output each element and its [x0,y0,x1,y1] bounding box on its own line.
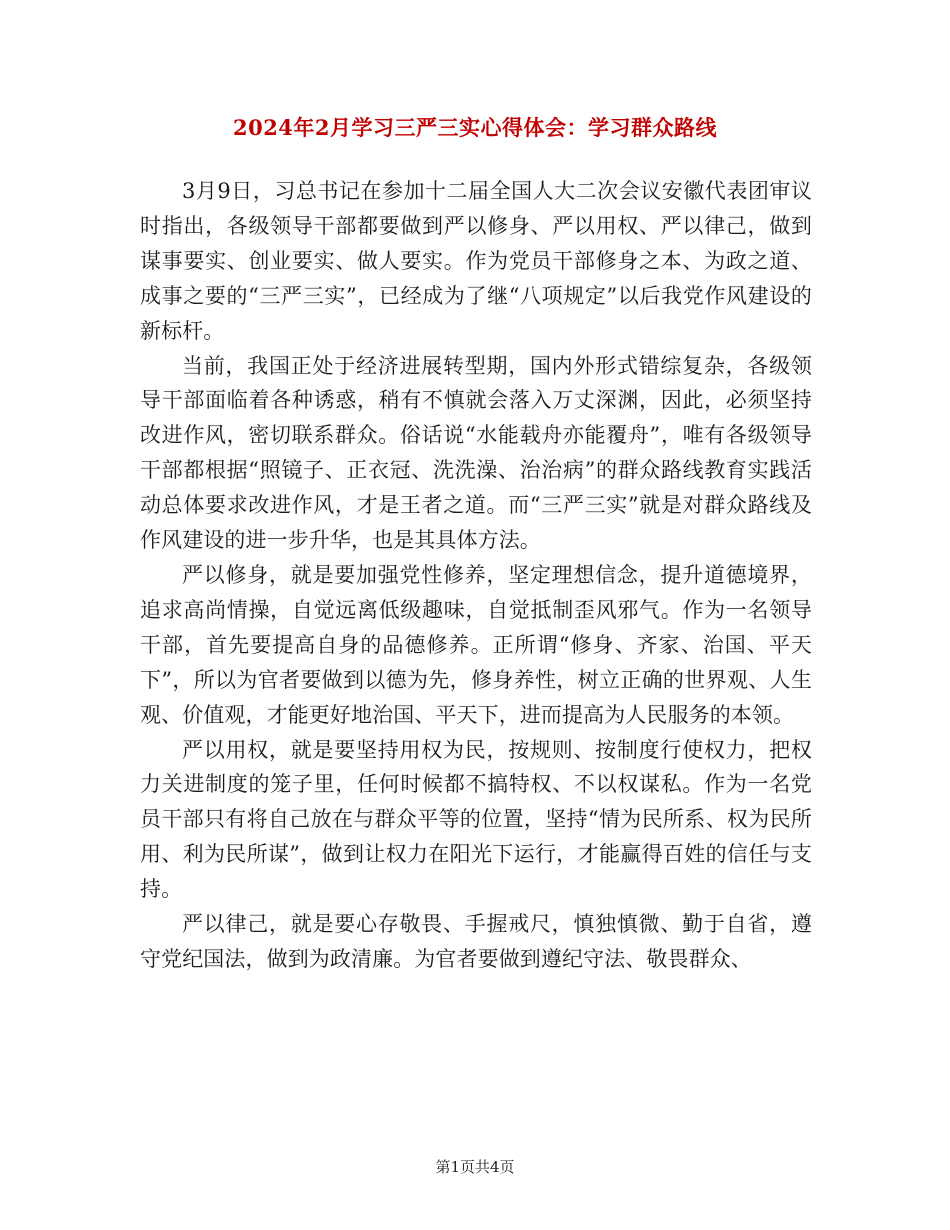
paragraph: 当前，我国正处于经济进展转型期，国内外形式错综复杂，各级领导干部面临着各种诱惑，稍有不慎就会落入万丈深渊，因此，必须坚持改进作风，密切联系群众。俗话说“水能载舟亦能覆舟”，唯有各级领导干部都根据“照镜子、正衣冠、洗洗澡、治治病”的群众路线教育实践活动总体要求改进作风，才是王者之道。而“三严三实”就是对群众路线及作风建设的进一步升华，也是其具体方法。 [140,353,812,553]
paragraph: 严以用权，就是要坚持用权为民，按规则、按制度行使权力，把权力关进制度的笼子里，任何时候都不搞特权、不以权谋私。作为一名党员干部只有将自己放在与群众平等的位置，坚持“情为民所系、权为民所用、利为民所谋”，做到让权力在阳光下运行，才能赢得百姓的信任与支持。 [140,737,812,902]
page-number-footer: 第1页共4页 [435,1158,515,1176]
paragraph: 3月9日，习总书记在参加十二届全国人大二次会议安徽代表团审议时指出，各级领导干部都要做到严以修身、严以用权、严以律己，做到谋事要实、创业要实、做人要实。作为党员干部修身之本、为政之道、成事之要的“三严三实”，已经成为了继“八项规定”以后我党作风建设的新标杆。 [140,179,812,343]
document-title: 2024年2月学习三严三实心得体会：学习群众路线 [232,115,718,140]
paragraph: 严以修身，就是要加强党性修养，坚定理想信念，提升道德境界，追求高尚情操，自觉远离低级趣味，自觉抵制歪风邪气。作为一名领导干部，首先要提高自身的品德修养。正所谓“修身、齐家、治国、平天下”，所以为官者要做到以德为先，修身养性，树立正确的世界观、人生观、价值观，才能更好地治国、平天下，进而提高为人民服务的本领。 [140,562,812,727]
paragraph: 严以律己，就是要心存敬畏、手握戒尺，慎独慎微、勤于自省，遵守党纪国法，做到为政清廉。为官者要做到遵纪守法、敬畏群众、 [140,912,812,971]
document-body [140,174,812,977]
